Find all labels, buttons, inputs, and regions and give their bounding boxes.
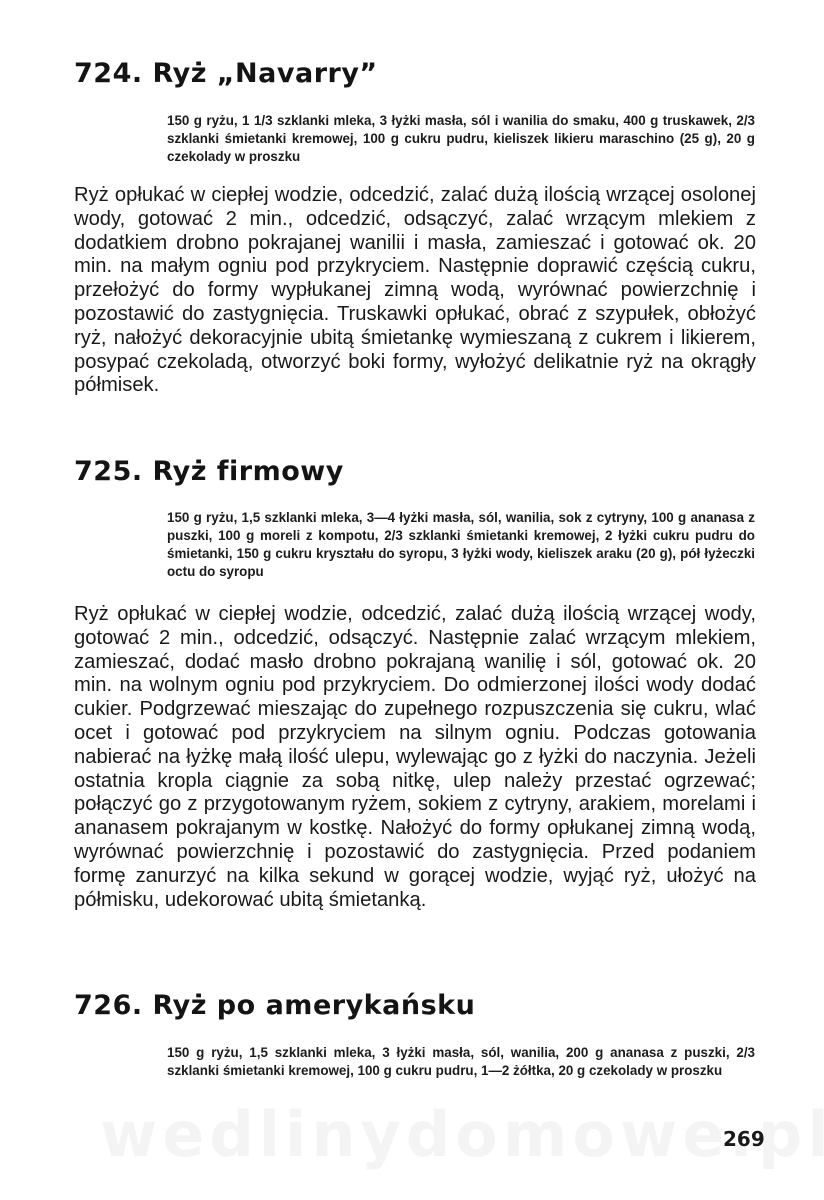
page-number: 269 [723,1127,765,1151]
recipe-ingredients: 150 g ryżu, 1,5 szklanki mleka, 3 łyżki masła, sól, wanilia, 200 g ananasa z puszki, 2/3 szklanki śmietanki kremowej, 100 g cukru pudru, 1—2 żółtka, 20 g czekolady w proszku [167,1045,755,1078]
recipe-ingredients: 150 g ryżu, 1 1/3 szklanki mleka, 3 łyżki masła, sól i wanilia do smaku, 400 g truskawek, 2/3 szklanki śmietanki kremowej, 100 g cukru pudru, kieliszek likieru maraschino (25 g), 20 g czekolady w proszku [167,113,755,164]
recipe-ingredients: 150 g ryżu, 1,5 szklanki mleka, 3—4 łyżki masła, sól, wanilia, sok z cytryny, 100 g ananasa z puszki, 100 g moreli z kompotu, 2/3 szklanki śmietanki kremowej, 2 łyżki cukru pudru do śmietanki, 150 g cukru kryształu do syropu, 3 łyżki wody, kieliszek araku (20 g), pół łyżeczki octu do syropu [167,510,755,579]
recipe-title: 724. Ryż „Navarry” [74,58,378,89]
recipe-instructions: Ryż opłukać w ciepłej wodzie, odcedzić, zalać dużą ilością wrzącej osolonej wody, gotować 2 min., odcedzić, odsączyć, zalać wrzącym mlekiem z dodatkiem drobno pokrajanej wanilii i masła, zamieszać i gotować ok. 20 min. na małym ogniu pod przykryciem. Następnie doprawić częścią cukru, przełożyć do formy wypłukanej zimną wodą, wyrównać powierzchnię i pozostawić do zastygnięcia. Truskawki opłukać, obrać z szypułek, obłożyć ryż, nałożyć dekoracyjnie ubitą śmietankę wymieszaną z cukrem i likierem, posypać czekoladą, otworzyć boki formy, wyłożyć delikatnie ryż na okrągły półmisek. [74,184,756,397]
watermark [100,1098,824,1171]
recipe-instructions: Ryż opłukać w ciepłej wodzie, odcedzić, zalać dużą ilością wrzącej wody, gotować 2 min., odcedzić, odsączyć. Następnie zalać wrzącym mlekiem, zamieszać, dodać masło drobno pokrajaną wanilię i sól, gotować ok. 20 min. na wolnym ogniu pod przykryciem. Do odmierzonej ilości wody dodać cukier. Podgrzewać mieszając do zupełnego rozpuszczenia się cukru, wlać ocet i gotować pod przykryciem na silnym ogniu. Podczas gotowania nabierać na łyżkę małą ilość ulepu, wylewając go z łyżki do naczynia. Jeżeli ostatnia kropla ciągnie za sobą nitkę, ulep należy przestać ogrzewać; połączyć go z przygotowanym ryżem, sokiem z cytryny, arakiem, morelami i ananasem pokrajanym w kostkę. Nałożyć do formy opłukanej zimną wodą, wyrównać powierzchnię i pozostawić do zastygnięcia. Przed podaniem formę zanurzyć na kilka sekund w gorącej wodzie, wyjąć ryż, ułożyć na półmisku, udekorować ubitą śmietanką. [74,603,756,911]
recipe-title: 725. Ryż firmowy [74,456,344,487]
recipe-title: 726. Ryż po amerykańsku [74,990,476,1021]
